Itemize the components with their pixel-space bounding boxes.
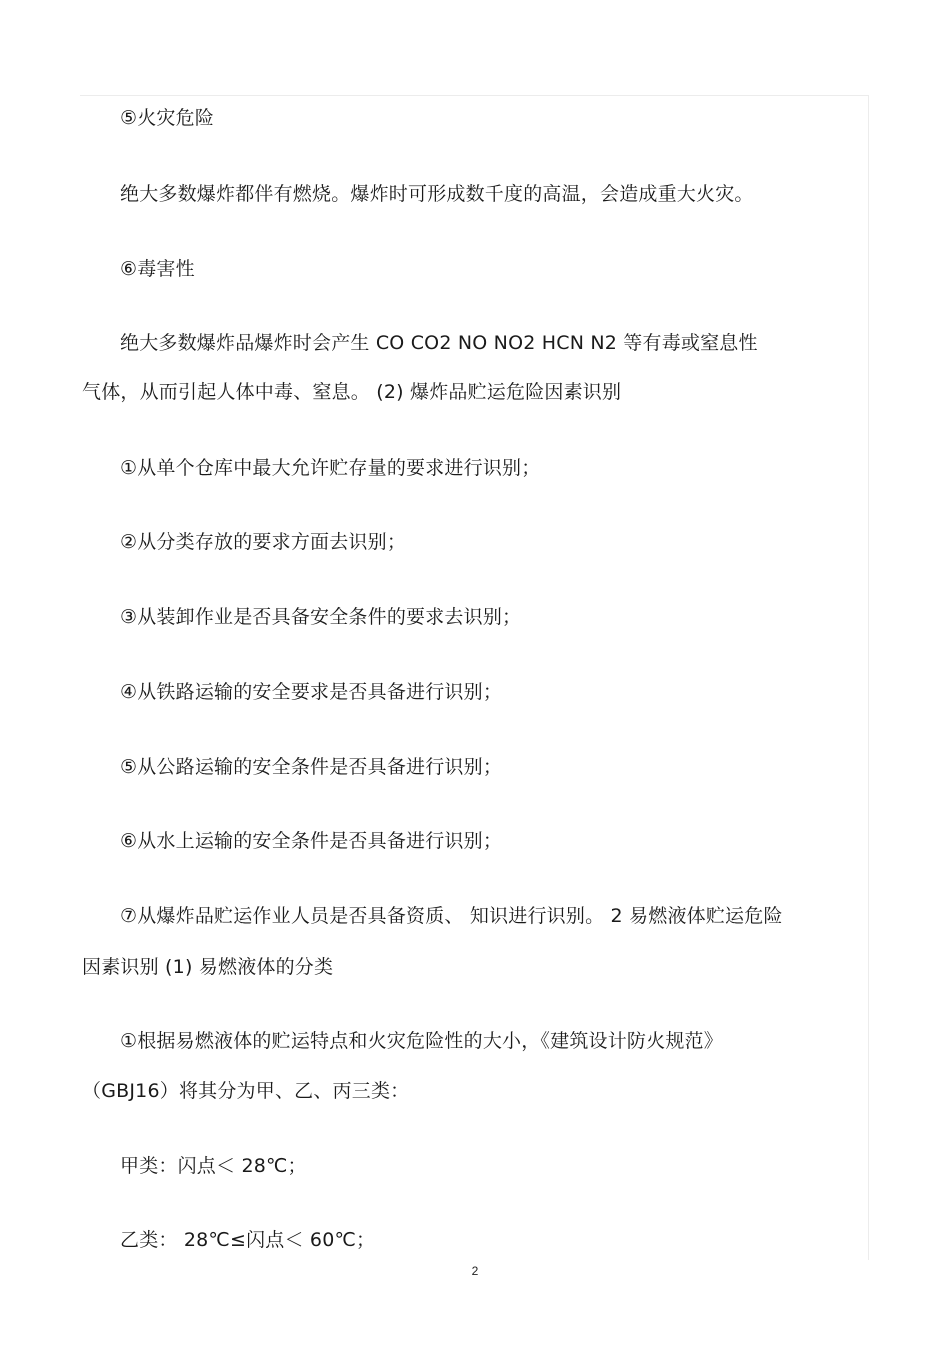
list-item-7-line-2: 因素识别 (1) 易燃液体的分类 — [82, 956, 334, 978]
paragraph-toxicity-line-2: 气体，从而引起人体中毒、窒息。 (2) 爆炸品贮运危险因素识别 — [82, 381, 622, 403]
paragraph-classification-line-2: （GBJ16）将其分为甲、乙、丙三类： — [82, 1080, 410, 1102]
list-item-1: ①从单个仓库中最大允许贮存量的要求进行识别； — [120, 457, 541, 479]
page-number: 2 — [471, 1264, 479, 1278]
list-item-5: ⑤从公路运输的安全条件是否具备进行识别； — [120, 756, 503, 778]
list-item-4: ④从铁路运输的安全要求是否具备进行识别； — [120, 681, 503, 703]
page-border-top — [80, 95, 868, 96]
page-border-right — [868, 95, 869, 1260]
class-b: 乙类： 28℃≤闪点＜ 60℃； — [120, 1229, 376, 1251]
heading-toxicity: ⑥毒害性 — [120, 258, 195, 280]
list-item-6: ⑥从水上运输的安全条件是否具备进行识别； — [120, 830, 503, 852]
paragraph-toxicity-line-1: 绝大多数爆炸品爆炸时会产生 CO CO2 NO NO2 HCN N2 等有毒或窒息性 — [120, 332, 758, 354]
list-item-7-line-1: ⑦从爆炸品贮运作业人员是否具备资质、 知识进行识别。 2 易燃液体贮运危险 — [120, 905, 783, 927]
paragraph-classification-line-1: ①根据易燃液体的贮运特点和火灾危险性的大小，《建筑设计防火规范》 — [120, 1030, 723, 1052]
list-item-2: ②从分类存放的要求方面去识别； — [120, 531, 407, 553]
class-a: 甲类：闪点＜ 28℃； — [120, 1155, 307, 1177]
list-item-3: ③从装卸作业是否具备安全条件的要求去识别； — [120, 606, 522, 628]
heading-fire-hazard: ⑤火灾危险 — [120, 107, 215, 129]
paragraph-fire-hazard: 绝大多数爆炸都伴有燃烧。爆炸时可形成数千度的高温，会造成重大火灾。 — [120, 183, 754, 205]
